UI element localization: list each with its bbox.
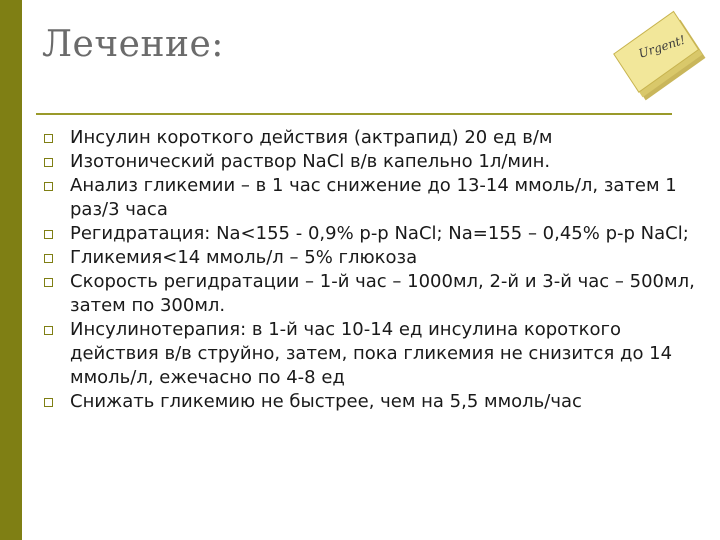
bullet-item bbox=[44, 126, 708, 150]
bullet-item bbox=[44, 222, 708, 246]
hollow-square-bullet-icon bbox=[44, 158, 53, 167]
bullet-item bbox=[44, 390, 708, 414]
bullet-text: Изотонический раствор NaCl в/в капельно 1л/мин. bbox=[70, 151, 551, 172]
bullet-text: Инсулин короткого действия (актрапид) 20 ед в/м bbox=[70, 127, 553, 148]
title-divider bbox=[36, 113, 672, 115]
bullet-item bbox=[44, 246, 708, 270]
hollow-square-bullet-icon bbox=[44, 254, 53, 263]
hollow-square-bullet-icon bbox=[44, 134, 53, 143]
bullet-item bbox=[44, 174, 708, 222]
bullet-text: Анализ гликемии – в 1 час снижение до 13-14 ммоль/л, затем 1 раз/3 часа bbox=[70, 175, 677, 220]
bullet-list bbox=[44, 126, 708, 414]
hollow-square-bullet-icon bbox=[44, 326, 53, 335]
hollow-square-bullet-icon bbox=[44, 278, 53, 287]
bullet-text: Скорость регидратации – 1-й час – 1000мл, 2-й и 3-й час – 500мл, затем по 300мл. bbox=[70, 271, 695, 316]
bullet-text: Гликемия<14 ммоль/л – 5% глюкоза bbox=[70, 247, 418, 268]
bullet-item bbox=[44, 150, 708, 174]
hollow-square-bullet-icon bbox=[44, 230, 53, 239]
bullet-item bbox=[44, 318, 708, 390]
bullet-text: Инсулинотерапия: в 1-й час 10-14 ед инсулина короткого действия в/в струйно, затем, пока гликемия не снизится до 14 ммоль/л, ежечасно по 4-8 ед bbox=[70, 319, 673, 388]
bullet-text: Регидратация: Na<155 - 0,9% р-р NaCl; Na=155 – 0,45% р-р NaCl; bbox=[70, 223, 689, 244]
sticky-note-label: Urgent! bbox=[636, 32, 687, 61]
hollow-square-bullet-icon bbox=[44, 398, 53, 407]
bullet-item bbox=[44, 270, 708, 318]
bullet-text: Снижать гликемию не быстрее, чем на 5,5 ммоль/час bbox=[70, 391, 582, 412]
sticky-note-urgent-icon bbox=[606, 6, 712, 102]
slide-title: Лечение: bbox=[42, 24, 224, 65]
hollow-square-bullet-icon bbox=[44, 182, 53, 191]
accent-side-bar bbox=[0, 0, 22, 540]
